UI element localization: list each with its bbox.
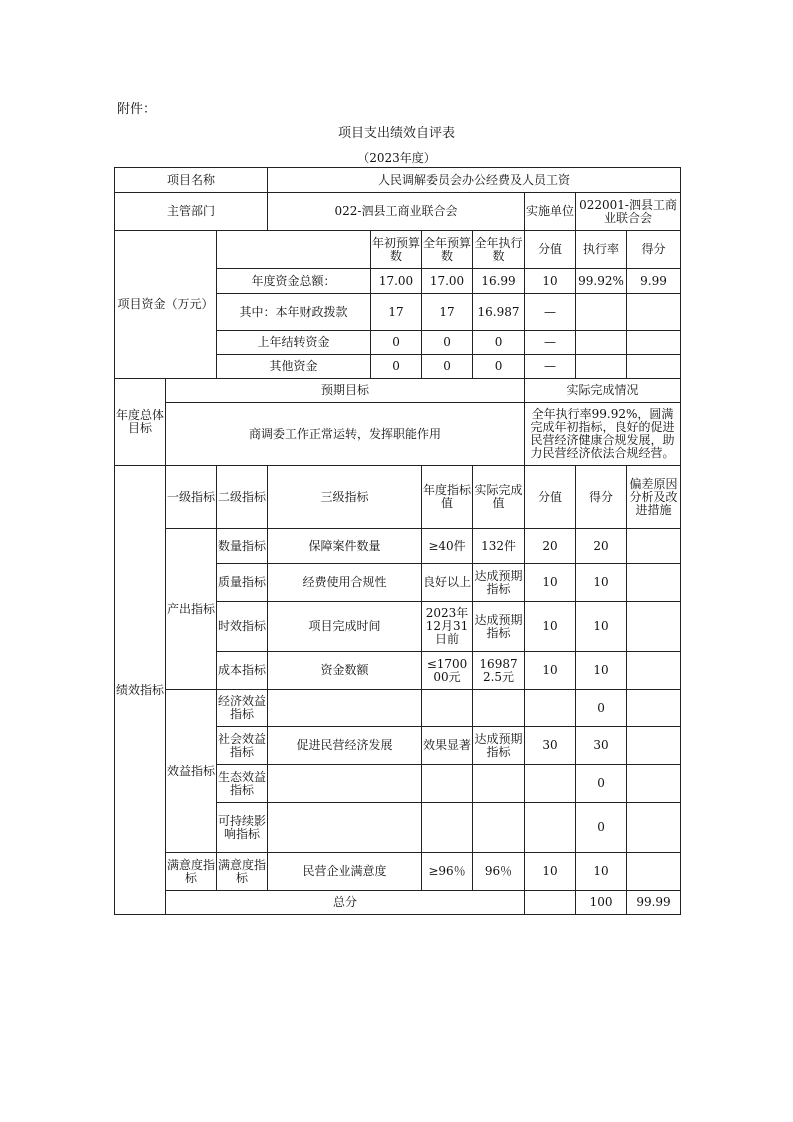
indicator-score-value bbox=[525, 690, 576, 727]
indicator-score-value: 10 bbox=[525, 564, 576, 602]
indicator-level3 bbox=[268, 765, 422, 803]
funds-row-score-value: — bbox=[525, 294, 576, 331]
perf-header-remark: 偏差原因分析及改进措施 bbox=[627, 466, 681, 529]
perf-header-score: 得分 bbox=[576, 466, 627, 529]
indicator-target: ≥40件 bbox=[422, 529, 473, 564]
indicator-level3: 保障案件数量 bbox=[268, 529, 422, 564]
attachment-label: 附件： bbox=[117, 102, 157, 117]
indicator-level3: 促进民营经济发展 bbox=[268, 727, 422, 765]
funds-row-score-value: — bbox=[525, 331, 576, 355]
project-name-value: 人民调解委员会办公经费及人员工资 bbox=[268, 168, 681, 193]
funds-row-initial: 0 bbox=[371, 355, 422, 379]
funds-row-rate bbox=[576, 331, 627, 355]
perf-header-level3: 三级指标 bbox=[268, 466, 422, 529]
funds-label: 项目资金（万元） bbox=[115, 231, 217, 379]
performance-label: 绩效指标 bbox=[115, 466, 166, 915]
indicator-remark bbox=[627, 564, 681, 602]
indicator-score: 0 bbox=[576, 803, 627, 853]
indicator-remark bbox=[627, 803, 681, 853]
indicator-score: 20 bbox=[576, 529, 627, 564]
perf-header-score-value: 分值 bbox=[525, 466, 576, 529]
goals-actual-header: 实际完成情况 bbox=[525, 379, 681, 403]
department-label: 主管部门 bbox=[115, 193, 268, 231]
indicator-row bbox=[115, 529, 681, 564]
document-year: （2023年度） bbox=[357, 151, 436, 165]
funds-row-score bbox=[627, 294, 681, 331]
perf-header-level1: 一级指标 bbox=[166, 466, 217, 529]
indicator-level2: 经济效益指标 bbox=[217, 690, 268, 727]
funds-row-executed: 0 bbox=[473, 355, 525, 379]
indicator-score: 30 bbox=[576, 727, 627, 765]
indicator-score: 10 bbox=[576, 652, 627, 690]
satisfaction-indicators-label: 满意度指标 bbox=[166, 853, 217, 891]
goals-actual-text: 全年执行率99.92%，圆满完成年初指标，良好的促进民营经济健康合规发展，助力民营经济依法合规经营。 bbox=[525, 403, 681, 466]
goals-expected-header: 预期目标 bbox=[166, 379, 525, 403]
total-row bbox=[115, 891, 681, 915]
funds-header-annual: 全年预算数 bbox=[422, 231, 473, 269]
indicator-remark bbox=[627, 853, 681, 891]
indicator-target: 良好以上 bbox=[422, 564, 473, 602]
perf-header-actual: 实际完成值 bbox=[473, 466, 525, 529]
benefit-indicators-label: 效益指标 bbox=[166, 690, 217, 853]
funds-header-rate: 执行率 bbox=[576, 231, 627, 269]
funds-row-initial: 17.00 bbox=[371, 269, 422, 294]
funds-row-label: 上年结转资金 bbox=[217, 331, 371, 355]
indicator-score: 0 bbox=[576, 690, 627, 727]
indicator-score-value: 10 bbox=[525, 602, 576, 652]
indicator-remark bbox=[627, 602, 681, 652]
indicator-score-value: 20 bbox=[525, 529, 576, 564]
indicator-level2: 时效指标 bbox=[217, 602, 268, 652]
funds-header-row bbox=[115, 231, 681, 269]
funds-row-label: 其中：本年财政拨款 bbox=[217, 294, 371, 331]
indicator-score: 10 bbox=[576, 853, 627, 891]
funds-row-initial: 0 bbox=[371, 331, 422, 355]
funds-row-score-value: — bbox=[525, 355, 576, 379]
indicator-level2: 质量指标 bbox=[217, 564, 268, 602]
indicator-remark bbox=[627, 765, 681, 803]
goals-header-row bbox=[115, 379, 681, 403]
indicator-score-value: 30 bbox=[525, 727, 576, 765]
goals-content-row bbox=[115, 403, 681, 466]
funds-row-executed: 0 bbox=[473, 331, 525, 355]
funds-row-initial: 17 bbox=[371, 294, 422, 331]
performance-header-row bbox=[115, 466, 681, 529]
indicator-score: 10 bbox=[576, 602, 627, 652]
indicator-score: 0 bbox=[576, 765, 627, 803]
funds-row-score-value: 10 bbox=[525, 269, 576, 294]
funds-row-score bbox=[627, 355, 681, 379]
total-label: 总分 bbox=[166, 891, 525, 915]
indicator-actual: 达成预期指标 bbox=[473, 602, 525, 652]
funds-row-annual: 0 bbox=[422, 355, 473, 379]
funds-row-rate bbox=[576, 355, 627, 379]
perf-header-target: 年度指标值 bbox=[422, 466, 473, 529]
total-blank bbox=[525, 891, 576, 915]
funds-row-label: 其他资金 bbox=[217, 355, 371, 379]
funds-header-score-value: 分值 bbox=[525, 231, 576, 269]
indicator-actual: 132件 bbox=[473, 529, 525, 564]
indicator-level2: 成本指标 bbox=[217, 652, 268, 690]
funds-header-initial: 年初预算数 bbox=[371, 231, 422, 269]
funds-row-score: 9.99 bbox=[627, 269, 681, 294]
funds-row-label: 年度资金总额： bbox=[217, 269, 371, 294]
indicator-target: 效果显著 bbox=[422, 727, 473, 765]
indicator-remark bbox=[627, 727, 681, 765]
indicator-level3: 经费使用合规性 bbox=[268, 564, 422, 602]
implementing-unit-label: 实施单位 bbox=[525, 193, 576, 231]
indicator-target: 2023年12月31日前 bbox=[422, 602, 473, 652]
indicator-actual: 169872.5元 bbox=[473, 652, 525, 690]
department-value: 022-泗县工商业联合会 bbox=[268, 193, 525, 231]
indicator-score-value bbox=[525, 803, 576, 853]
indicator-actual: 达成预期指标 bbox=[473, 727, 525, 765]
indicator-level2: 可持续影响指标 bbox=[217, 803, 268, 853]
indicator-score: 10 bbox=[576, 564, 627, 602]
funds-row-annual: 17.00 bbox=[422, 269, 473, 294]
indicator-target bbox=[422, 690, 473, 727]
indicator-level2: 满意度指标 bbox=[217, 853, 268, 891]
department-row bbox=[115, 193, 681, 231]
indicator-level3 bbox=[268, 803, 422, 853]
indicator-actual bbox=[473, 690, 525, 727]
goals-expected-text: 商调委工作正常运转，发挥职能作用 bbox=[166, 403, 525, 466]
funds-header-score: 得分 bbox=[627, 231, 681, 269]
indicator-level2: 数量指标 bbox=[217, 529, 268, 564]
indicator-score-value: 10 bbox=[525, 652, 576, 690]
indicator-level2: 生态效益指标 bbox=[217, 765, 268, 803]
project-name-row bbox=[115, 168, 681, 193]
indicator-remark bbox=[627, 690, 681, 727]
indicator-score-value bbox=[525, 765, 576, 803]
indicator-remark bbox=[627, 529, 681, 564]
output-indicators-label: 产出指标 bbox=[166, 529, 217, 690]
indicator-level3: 资金数额 bbox=[268, 652, 422, 690]
indicator-actual bbox=[473, 803, 525, 853]
indicator-score-value: 10 bbox=[525, 853, 576, 891]
indicator-actual: 达成预期指标 bbox=[473, 564, 525, 602]
document-title: 项目支出绩效自评表 bbox=[337, 126, 455, 141]
funds-row-annual: 0 bbox=[422, 331, 473, 355]
indicator-row bbox=[115, 853, 681, 891]
funds-row-executed: 16.99 bbox=[473, 269, 525, 294]
funds-row-rate: 99.92% bbox=[576, 269, 627, 294]
indicator-target: ≤170000元 bbox=[422, 652, 473, 690]
goals-label: 年度总体目标 bbox=[115, 379, 166, 466]
indicator-actual bbox=[473, 765, 525, 803]
implementing-unit-value: 022001-泗县工商业联合会 bbox=[576, 193, 681, 231]
indicator-row bbox=[115, 690, 681, 727]
funds-header-blank bbox=[217, 231, 371, 269]
perf-header-level2: 二级指标 bbox=[217, 466, 268, 529]
total-score: 99.99 bbox=[627, 891, 681, 915]
indicator-remark bbox=[627, 652, 681, 690]
project-name-label: 项目名称 bbox=[115, 168, 268, 193]
indicator-level3: 民营企业满意度 bbox=[268, 853, 422, 891]
indicator-level2: 社会效益指标 bbox=[217, 727, 268, 765]
funds-row-executed: 16.987 bbox=[473, 294, 525, 331]
funds-row-score bbox=[627, 331, 681, 355]
indicator-target: ≥96％ bbox=[422, 853, 473, 891]
performance-evaluation-table bbox=[114, 167, 681, 915]
funds-row-rate bbox=[576, 294, 627, 331]
indicator-target bbox=[422, 765, 473, 803]
funds-header-executed: 全年执行数 bbox=[473, 231, 525, 269]
funds-row-annual: 17 bbox=[422, 294, 473, 331]
indicator-actual: 96％ bbox=[473, 853, 525, 891]
indicator-level3 bbox=[268, 690, 422, 727]
indicator-target bbox=[422, 803, 473, 853]
total-score-value: 100 bbox=[576, 891, 627, 915]
indicator-level3: 项目完成时间 bbox=[268, 602, 422, 652]
